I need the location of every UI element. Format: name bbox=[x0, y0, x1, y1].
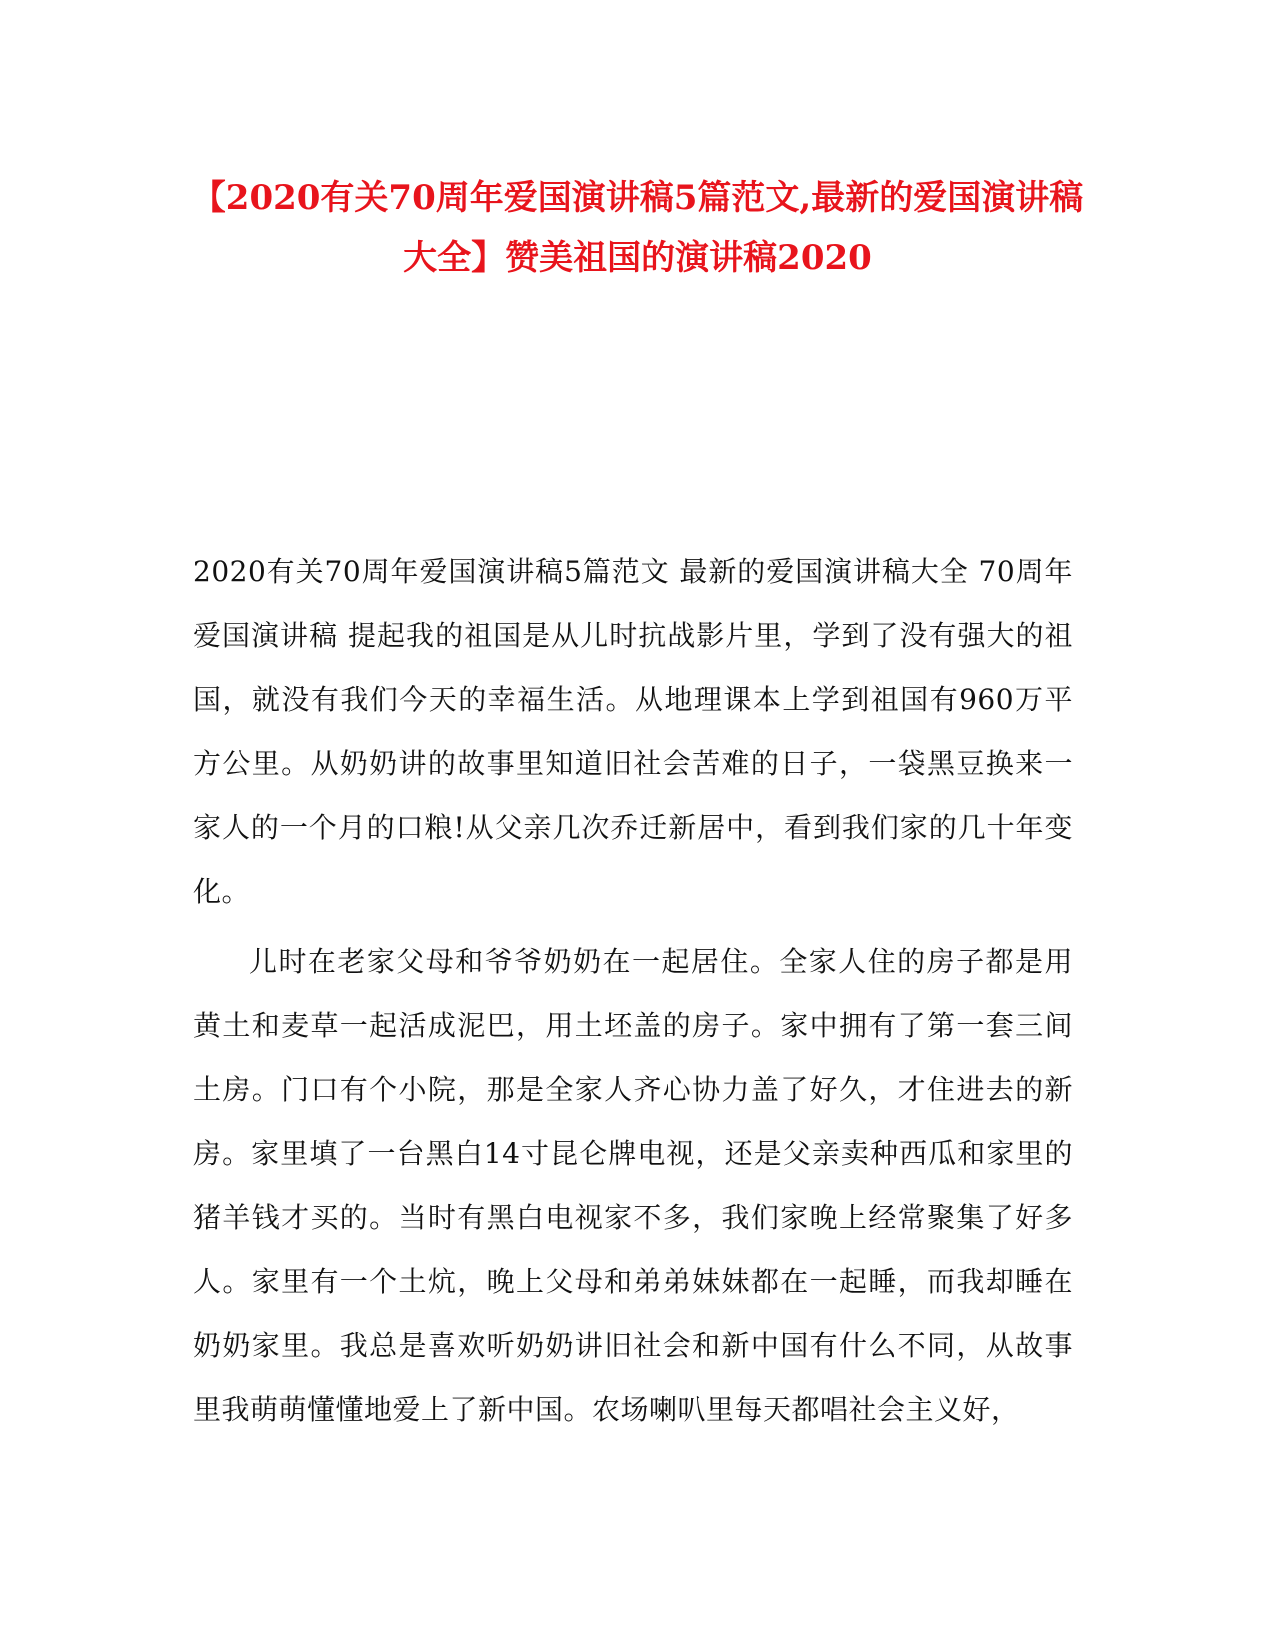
paragraph-2: 儿时在老家父母和爷爷奶奶在一起居住。全家人住的房子都是用黄土和麦草一起活成泥巴，用土坯盖的房子。家中拥有了第一套三间土房。门口有个小院，那是全家人齐心协力盖了好久，才住进去的新房。家里填了一台黑白14寸昆仑牌电视，还是父亲卖种西瓜和家里的猪羊钱才买的。当时有黑白电视家不多，我们家晚上经常聚集了好多人。家里有一个土炕，晚上父母和弟弟妹妹都在一起睡，而我却睡在奶奶家里。我总是喜欢听奶奶讲旧社会和新中国有什么不同，从故事里我萌萌懂懂地爱上了新中国。农场喇叭里每天都唱社会主义好， bbox=[193, 945, 1073, 1426]
paragraph-1: 2020有关70周年爱国演讲稿5篇范文 最新的爱国演讲稿大全 70周年爱国演讲稿 提起我的祖国是从儿时抗战影片里，学到了没有强大的祖国，就没有我们今天的幸福生活。从地理课本上学到祖国有960万平方公里。从奶奶讲的故事里知道旧社会苦难的日子，一袋黑豆换来一家人的一个月的口粮!从父亲几次乔迁新居中，看到我们家的几十年变化。 bbox=[193, 555, 1073, 908]
document-body bbox=[193, 540, 1073, 1442]
document-title: 【2020有关70周年爱国演讲稿5篇范文,最新的爱国演讲稿大全】赞美祖国的演讲稿2020 bbox=[191, 178, 1084, 278]
